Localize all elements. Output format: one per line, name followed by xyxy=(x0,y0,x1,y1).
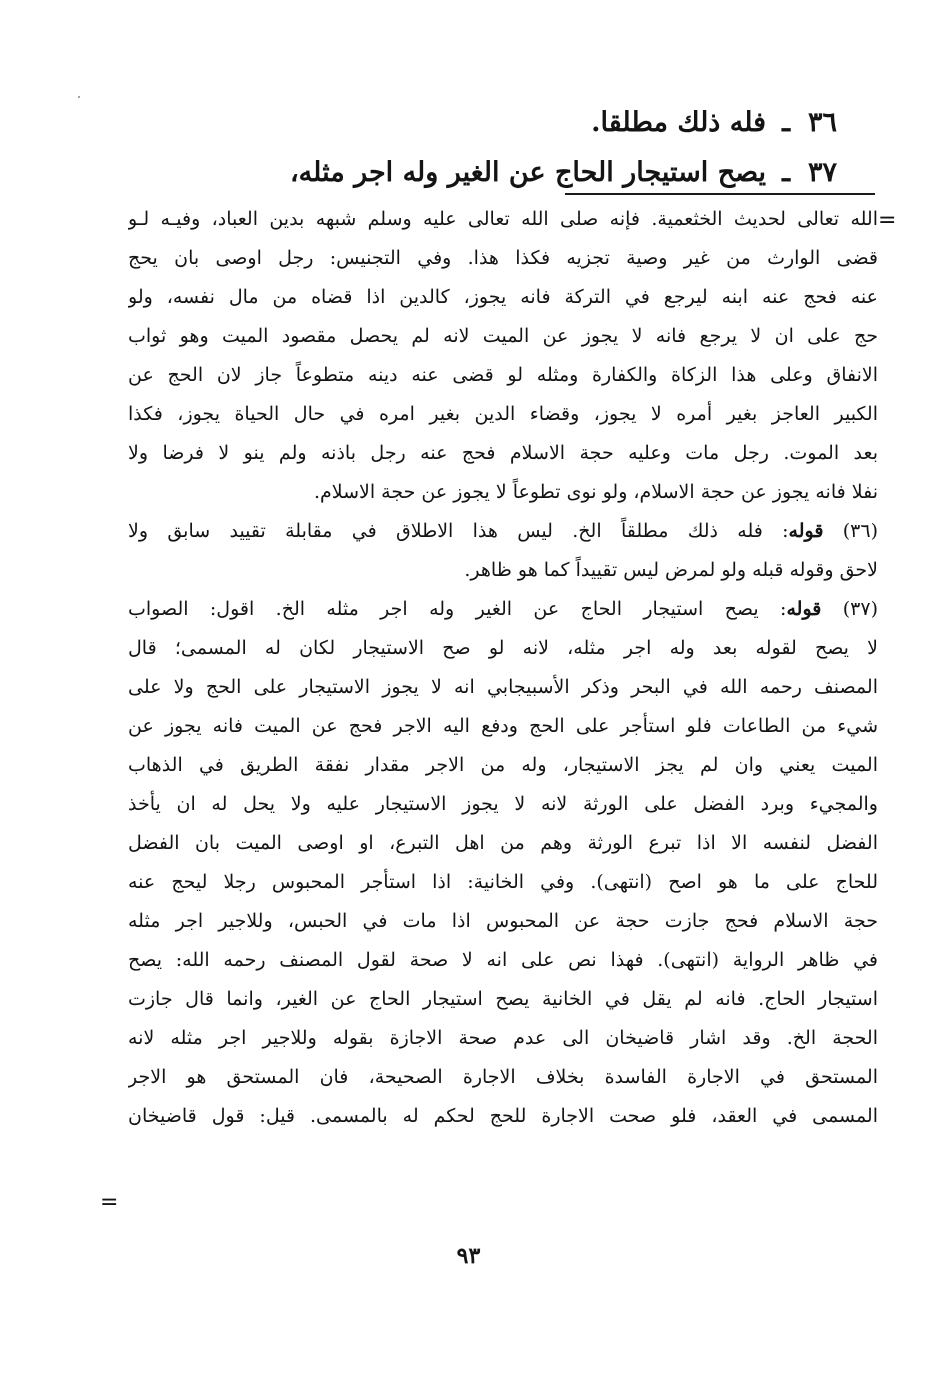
continuation-mark-start: = xyxy=(878,208,897,233)
commentary-line: الله تعالى لحديث الخثعمية. فإنه صلى الله تعالى عليه وسلم شبهه بدين العباد، وفيـه لـو xyxy=(128,208,878,230)
note-number: (٣٦) xyxy=(842,520,878,542)
note-37-line: شيء من الطاعات فلو استأجر على الحج ودفع اليه الاجر فحج عن الميت فانه يجوز عن xyxy=(128,715,878,737)
note-37-line: المسمى في العقد، فلو صحت الاجارة للحج لحكم له بالمسمى. قيل: قول قاضيخان xyxy=(128,1105,878,1127)
note-37-line: لا يصح لقوله بعد وله اجر مثله، لانه لو صح الاستيجار لكان له المسمى؛ قال xyxy=(128,637,878,659)
paragraph-number: ٣٧ xyxy=(807,157,837,188)
commentary-line: حج على ان لا يرجع فانه لا يجوز عن الميت لانه لم يحصل مقصود الميت وهو ثواب xyxy=(128,325,878,347)
note-37-line: في ظاهر الرواية (انتهى). فهذا نص على انه لا صحة لقول المصنف رحمه الله: يصح xyxy=(128,949,878,971)
note-number: (٣٧) xyxy=(842,598,878,620)
note-36-line: لاحق وقوله قبله ولو لمرض ليس تقييداً كما هو ظاهر. xyxy=(464,559,878,581)
note-37-line: والمجيء وبرد الفضل على الورثة لانه لا يجوز الاستيجار عليه ولا يحل له ان يأخذ xyxy=(128,793,878,815)
note-37-line xyxy=(128,590,878,629)
commentary-line: بعد الموت. رجل مات وعليه حجة الاسلام فحج عنه رجل باذنه ولم ينو لا فرضا ولا xyxy=(128,442,878,464)
commentary-line: قضى الوارث من غير وصية تجزيه فكذا هذا. وفي التجنيس: رجل اوصى بان يحج xyxy=(128,247,878,269)
continuation-mark-end: = xyxy=(100,1190,119,1215)
note-37-line: الحجة الخ. وقد اشار قاضيخان الى عدم صحة الاجازة بقوله وللاجير اجر مثله لانه xyxy=(128,1027,878,1049)
footnote-separator xyxy=(565,193,875,195)
note-37-line: الفضل لنفسه الا اذا تبرع الورثة وهم من اهل التبرع، او اوصى الميت بان الفضل xyxy=(128,832,878,854)
main-text-content: يصح استيجار الحاج عن الغير وله اجر مثله، xyxy=(289,157,767,188)
note-37-line: حجة الاسلام فحج جازت حجة عن المحبوس اذا مات في الحبس، وللاجير اجر مثله xyxy=(128,910,878,932)
paragraph-number: ٣٦ xyxy=(807,107,837,138)
note-37-line: للحاج على ما هو اصح (انتهى). وفي الخانية: اذا استأجر المحبوس رجلا ليحج عنه xyxy=(128,871,878,893)
note-37-line: استيجار الحاج. فانه لم يقل في الخانية يصح استيجار الحاج عن الغير، وانما قال جازت xyxy=(128,988,878,1010)
main-text-line-37 xyxy=(277,148,837,198)
note-text: : يصح استيجار الحاج عن الغير وله اجر مثله الخ. اقول: الصواب xyxy=(128,598,787,620)
paragraph-dash: ـ xyxy=(782,107,790,138)
note-text: : فله ذلك مطلقاً الخ. ليس هذا الاطلاق في مقابلة تقييد سابق ولا xyxy=(128,520,789,542)
note-37-line: المستحق في الاجارة الفاسدة بخلاف الاجارة الصحيحة، فان المستحق هو الاجر xyxy=(128,1066,878,1088)
commentary-line: عنه فحج عنه ابنه ليرجع في التركة فانه يجوز، كالدين اذا قضاه من مال نفسه، ولو xyxy=(128,286,878,308)
note-label: قوله xyxy=(786,598,822,620)
commentary-line: نفلا فانه يجوز عن حجة الاسلام، ولو نوى تطوعاً لا يجوز عن حجة الاسلام. xyxy=(313,481,878,503)
commentary xyxy=(128,200,878,1136)
note-36-line xyxy=(128,512,878,551)
commentary-line: الانفاق وعلى هذا الزكاة والكفارة ومثله لو قضى عنه دينه متطوعاً جاز لان الحج عن xyxy=(128,364,878,386)
paragraph-dash: ـ xyxy=(782,157,790,188)
main-text-content: فله ذلك مطلقا. xyxy=(591,107,767,138)
note-label: قوله xyxy=(788,520,824,542)
note-37-line: المصنف رحمه الله في البحر وذكر الأسبيجابي انه لا يجوز الاستيجار على الحج ولا على xyxy=(128,676,878,698)
commentary-line: الكبير العاجز بغير أمره لا يجوز، وقضاء الدين بغير امره في حال الحياة يجوز، فكذا xyxy=(128,403,878,425)
page-number: ٩٣ xyxy=(456,1243,481,1269)
note-37-line: الميت يعني وان لم يجز الاستيجار، وله من الاجر مقدار نفقة الطريق في الذهاب xyxy=(128,754,878,776)
scan-speck xyxy=(78,96,80,98)
main-text-line-36 xyxy=(277,98,837,148)
main-text xyxy=(277,98,837,198)
